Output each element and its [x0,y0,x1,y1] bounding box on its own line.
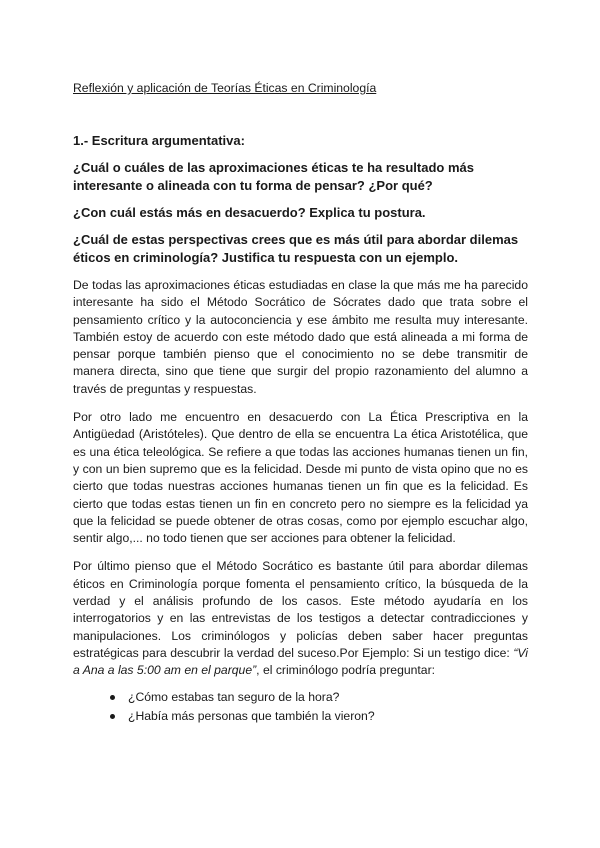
question-1: ¿Cuál o cuáles de las aproximaciones éticas te ha resultado más interesante o alineada con tu forma de pensar? ¿Por qué? [73,160,474,193]
list-item [110,707,528,726]
list-item [110,688,528,707]
paragraph-3-text: Por último pienso que el Método Socrático es bastante útil para abordar dilemas éticos en Criminología porque fomenta el pensamiento crítico, la búsqueda de la verdad y el análisis profundo de los casos. Este método ayudaría en los interrogatorios y en las entrevistas de los testigos a detectar contradicciones y manipulaciones. Los criminólogos y policías deben saber hacer preguntas estratégicas para descubrir la verdad del suceso.Por Ejemplo: Si un testigo dice: [73,559,528,660]
bullet-icon [110,695,115,700]
document-title: Reflexión y aplicación de Teorías Éticas en Criminología [73,81,377,95]
paragraph-3-ending: , el criminólogo podría preguntar: [256,663,436,678]
section-heading: 1.- Escritura argumentativa: [73,133,245,148]
paragraph-2: Por otro lado me encuentro en desacuerdo con La Ética Prescriptiva en la Antigüedad (Aristóteles). Que dentro de ella se encuentra La ética Aristotélica, que es una ética teleológica. Se refiere a que todas las acciones humanas tienen un fin, y con un bien supremo que es la felicidad. Desde mi punto de vista opino que no es cierto que todas nuestras acciones humanas tienen un fin que es la felicidad. Es cierto que todas estas tienen un fin en concreto pero no siempre es la felicidad ya que la felicidad se puede obtener de otras cosas, como por ejemplo escuchar algo, sentir algo,... no todo tienen que ser acciones para obtener la felicidad. [73,410,528,546]
question-list [73,688,528,726]
question-3: ¿Cuál de estas perspectivas crees que es más útil para abordar dilemas éticos en criminología? Justifica tu respuesta con un ejemplo. [73,232,519,265]
list-item-text: ¿Cómo estabas tan seguro de la hora? [128,689,340,704]
question-2: ¿Con cuál estás más en desacuerdo? Explica tu postura. [73,205,426,220]
paragraph-3 [73,558,528,679]
bullet-icon [110,714,115,719]
witness-quote: “Vi a Ana a las 5:00 am en el parque” [73,645,528,678]
paragraph-1: De todas las aproximaciones éticas estudiadas en clase la que más me ha parecido interesante ha sido el Método Socrático de Sócrates dado que trata sobre el pensamiento crítico y la autoconciencia y ese ámbito me resulta muy interesante. También estoy de acuerdo con este método dado que está alineada a mi forma de pensar porque también pienso que el conocimiento no se debe transmitir de manera directa, sino que tiene que surgir del propio razonamiento del alumno a través de preguntas y respuestas. [73,278,528,396]
list-item-text: ¿Había más personas que también la vieron? [128,708,375,723]
